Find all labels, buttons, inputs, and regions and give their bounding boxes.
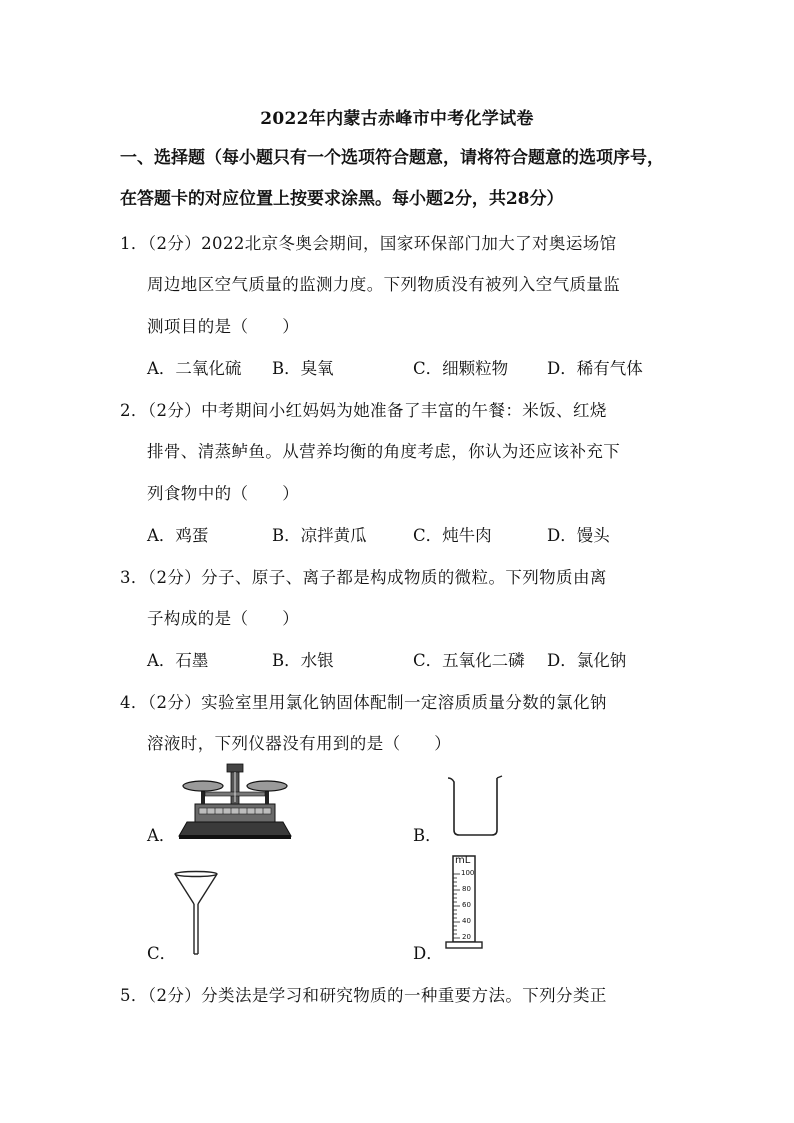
balance-scale-icon bbox=[175, 762, 295, 844]
question-2-line-1: 2．（2分）中考期间小红妈妈为她准备了丰富的午餐：米饭、红烧 bbox=[120, 401, 607, 420]
question-1-line-2: 周边地区空气质量的监测力度。下列物质没有被列入空气质量监 bbox=[147, 275, 621, 294]
question-4-option-a: A． bbox=[147, 826, 176, 845]
question-3-option-a: A．石墨 bbox=[147, 651, 209, 670]
question-2-option-a: A．鸡蛋 bbox=[147, 526, 209, 545]
question-3-line-1: 3．（2分）分子、原子、离子都是构成物质的微粒。下列物质由离 bbox=[120, 568, 607, 587]
cylinder-tick-80: 80 bbox=[462, 885, 471, 893]
question-4-option-c: C． bbox=[147, 944, 177, 963]
cylinder-tick-20: 20 bbox=[462, 933, 471, 941]
cylinder-unit-label: mL bbox=[455, 855, 471, 866]
funnel-icon bbox=[172, 870, 222, 960]
question-1-option-c: C．细颗粒物 bbox=[413, 359, 509, 378]
question-1-option-d: D．稀有气体 bbox=[547, 359, 643, 378]
exam-title: 2022年内蒙古赤峰市中考化学试卷 bbox=[260, 109, 534, 129]
question-2-line-3: 列食物中的（ ） bbox=[147, 484, 300, 503]
question-4-line-1: 4．（2分）实验室里用氯化钠固体配制一定溶质质量分数的氯化钠 bbox=[120, 693, 607, 712]
question-1-option-a: A．二氧化硫 bbox=[147, 359, 242, 378]
question-2-option-d: D．馒头 bbox=[547, 526, 610, 545]
question-2-option-c: C．炖牛肉 bbox=[413, 526, 492, 545]
question-3-option-c: C．五氧化二磷 bbox=[413, 651, 525, 670]
question-3-option-d: D．氯化钠 bbox=[547, 651, 627, 670]
question-1-line-3: 测项目的是（ ） bbox=[147, 317, 300, 336]
question-4-line-2: 溶液时，下列仪器没有用到的是（ ） bbox=[147, 734, 452, 753]
question-1-line-1: 1．（2分）2022北京冬奥会期间，国家环保部门加大了对奥运场馆 bbox=[120, 234, 617, 253]
question-4-option-d: D． bbox=[413, 944, 443, 963]
question-3-option-b: B．水银 bbox=[272, 651, 334, 670]
question-2-line-2: 排骨、清蒸鲈鱼。从营养均衡的角度考虑，你认为还应该补充下 bbox=[147, 442, 621, 461]
question-3-line-2: 子构成的是（ ） bbox=[147, 609, 300, 628]
cylinder-tick-60: 60 bbox=[462, 901, 471, 909]
question-1-option-b: B．臭氧 bbox=[272, 359, 334, 378]
section-heading: 一、选择题（每小题只有一个选项符合题意，请将符合题意的选项序号，在答题卡的对应位置上按要求涂黑。每小题2分，共28分） bbox=[120, 148, 664, 209]
beaker-icon bbox=[444, 774, 506, 842]
question-2-option-b: B．凉拌黄瓜 bbox=[272, 526, 367, 545]
question-4-option-b: B． bbox=[413, 826, 442, 845]
graduated-cylinder-icon bbox=[444, 852, 488, 952]
question-5-line-1: 5．（2分）分类法是学习和研究物质的一种重要方法。下列分类正 bbox=[120, 986, 607, 1005]
cylinder-tick-100: 100 bbox=[461, 869, 475, 877]
cylinder-tick-40: 40 bbox=[462, 917, 471, 925]
